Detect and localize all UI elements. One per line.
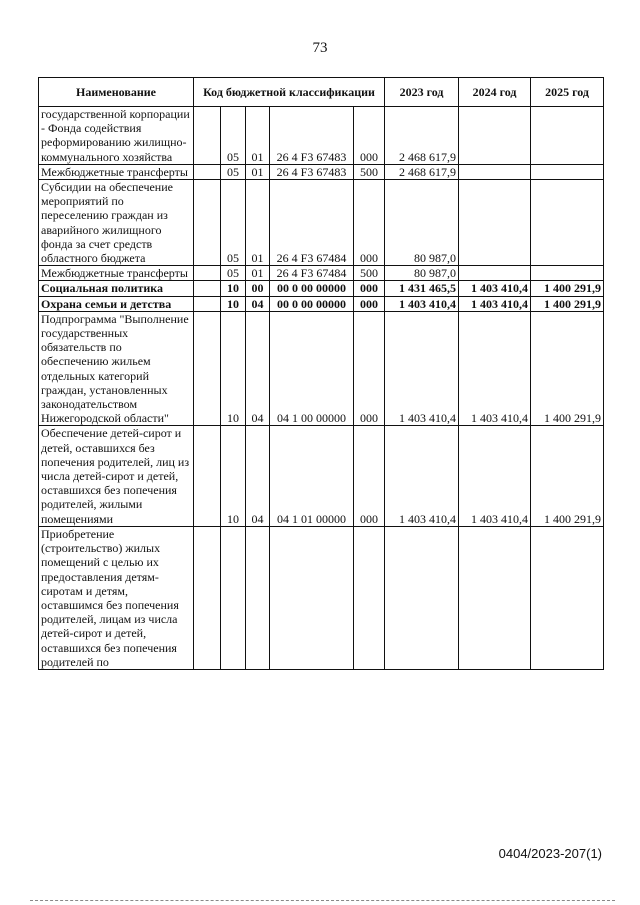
cell-code-1 — [194, 164, 221, 179]
cell-target-article: 26 4 F3 67483 — [270, 164, 354, 179]
cell-code-1 — [194, 180, 221, 266]
cell-section: 05 — [221, 107, 246, 165]
header-name: Наименование — [39, 78, 194, 107]
cell-2025 — [531, 526, 604, 669]
cell-2023: 1 403 410,4 — [385, 311, 459, 426]
cell-target-article: 26 4 F3 67483 — [270, 107, 354, 165]
cell-2024 — [459, 107, 531, 165]
table-row — [39, 266, 604, 281]
cell-name: Субсидии на обеспечение мероприятий по переселению граждан из аварийного жилищного фонда за счет средств областного бюджета — [39, 180, 194, 266]
cell-expense-type: 000 — [354, 311, 385, 426]
cell-code-1 — [194, 107, 221, 165]
cell-2023 — [385, 526, 459, 669]
cell-name: Подпрограмма "Выполнение государственных обязательств по обеспечению жильем отдельных категорий граждан, установленных законодательством Нижегородской области" — [39, 311, 194, 426]
budget-table — [38, 77, 604, 670]
cell-expense-type: 500 — [354, 164, 385, 179]
cell-code-1 — [194, 266, 221, 281]
cell-2024: 1 403 410,4 — [459, 311, 531, 426]
cell-expense-type: 000 — [354, 426, 385, 526]
cell-subsection: 04 — [246, 296, 270, 311]
cell-target-article: 26 4 F3 67484 — [270, 180, 354, 266]
header-2023: 2023 год — [385, 78, 459, 107]
cell-code-1 — [194, 281, 221, 296]
cell-code-1 — [194, 311, 221, 426]
cell-target-article: 00 0 00 00000 — [270, 296, 354, 311]
cell-target-article: 04 1 01 00000 — [270, 426, 354, 526]
cell-subsection: 01 — [246, 164, 270, 179]
cell-section — [221, 526, 246, 669]
page-number: 73 — [312, 40, 328, 56]
cell-name: Приобретение (строительство) жилых помещений с целью их предоставления детям-сиротам и детям, оставшимся без попечения родителей, лицам из числа детей-сирот и детей, оставшихся без попечения родителей по — [39, 526, 194, 669]
header-2024: 2024 год — [459, 78, 531, 107]
cell-expense-type: 000 — [354, 180, 385, 266]
table-row — [39, 426, 604, 526]
table-row — [39, 180, 604, 266]
cell-name: Социальная политика — [39, 281, 194, 296]
cell-target-article — [270, 526, 354, 669]
cell-target-article: 26 4 F3 67484 — [270, 266, 354, 281]
cell-code-1 — [194, 526, 221, 669]
cell-code-1 — [194, 296, 221, 311]
table-row — [39, 164, 604, 179]
cell-2025 — [531, 107, 604, 165]
cell-2025: 1 400 291,9 — [531, 311, 604, 426]
cell-subsection: 01 — [246, 180, 270, 266]
cell-name: Обеспечение детей-сирот и детей, оставшихся без попечения родителей, лиц из числа детей-сирот и детей, оставшихся без попечения родителей, жилыми помещениями — [39, 426, 194, 526]
cell-subsection: 01 — [246, 107, 270, 165]
cell-2024 — [459, 526, 531, 669]
cell-section: 05 — [221, 164, 246, 179]
table-body — [39, 107, 604, 670]
cell-section: 10 — [221, 281, 246, 296]
cell-2023: 2 468 617,9 — [385, 164, 459, 179]
cell-expense-type — [354, 526, 385, 669]
cell-2023: 1 431 465,5 — [385, 281, 459, 296]
cell-2023: 2 468 617,9 — [385, 107, 459, 165]
cell-2024: 1 403 410,4 — [459, 281, 531, 296]
cell-section: 10 — [221, 296, 246, 311]
bottom-divider — [30, 900, 615, 901]
cell-2025: 1 400 291,9 — [531, 281, 604, 296]
cell-name: Охрана семьи и детства — [39, 296, 194, 311]
cell-subsection: 01 — [246, 266, 270, 281]
cell-2024 — [459, 180, 531, 266]
cell-2024 — [459, 266, 531, 281]
cell-2025 — [531, 266, 604, 281]
cell-2023: 80 987,0 — [385, 266, 459, 281]
cell-section: 10 — [221, 426, 246, 526]
table-row — [39, 311, 604, 426]
cell-2023: 1 403 410,4 — [385, 426, 459, 526]
cell-name: Межбюджетные трансферты — [39, 164, 194, 179]
cell-2025 — [531, 180, 604, 266]
cell-target-article: 00 0 00 00000 — [270, 281, 354, 296]
cell-section: 05 — [221, 180, 246, 266]
cell-2023: 80 987,0 — [385, 180, 459, 266]
cell-subsection: 04 — [246, 311, 270, 426]
cell-target-article: 04 1 00 00000 — [270, 311, 354, 426]
cell-expense-type: 000 — [354, 107, 385, 165]
table-row — [39, 526, 604, 669]
cell-2025: 1 400 291,9 — [531, 296, 604, 311]
cell-2024: 1 403 410,4 — [459, 296, 531, 311]
cell-expense-type: 000 — [354, 296, 385, 311]
table-row — [39, 281, 604, 296]
cell-section: 05 — [221, 266, 246, 281]
cell-2025: 1 400 291,9 — [531, 426, 604, 526]
header-code: Код бюджетной классификации — [194, 78, 385, 107]
cell-2023: 1 403 410,4 — [385, 296, 459, 311]
table-row — [39, 107, 604, 165]
cell-code-1 — [194, 426, 221, 526]
document-code: 0404/2023-207(1) — [498, 846, 602, 861]
cell-2024 — [459, 164, 531, 179]
cell-section: 10 — [221, 311, 246, 426]
table-header-row — [39, 78, 604, 107]
cell-name: Межбюджетные трансферты — [39, 266, 194, 281]
cell-subsection: 00 — [246, 281, 270, 296]
table-row — [39, 296, 604, 311]
cell-expense-type: 000 — [354, 281, 385, 296]
cell-expense-type: 500 — [354, 266, 385, 281]
cell-2025 — [531, 164, 604, 179]
cell-subsection — [246, 526, 270, 669]
cell-name: государственной корпорации - Фонда содействия реформированию жилищно-коммунального хозяйства — [39, 107, 194, 165]
cell-2024: 1 403 410,4 — [459, 426, 531, 526]
header-2025: 2025 год — [531, 78, 604, 107]
cell-subsection: 04 — [246, 426, 270, 526]
